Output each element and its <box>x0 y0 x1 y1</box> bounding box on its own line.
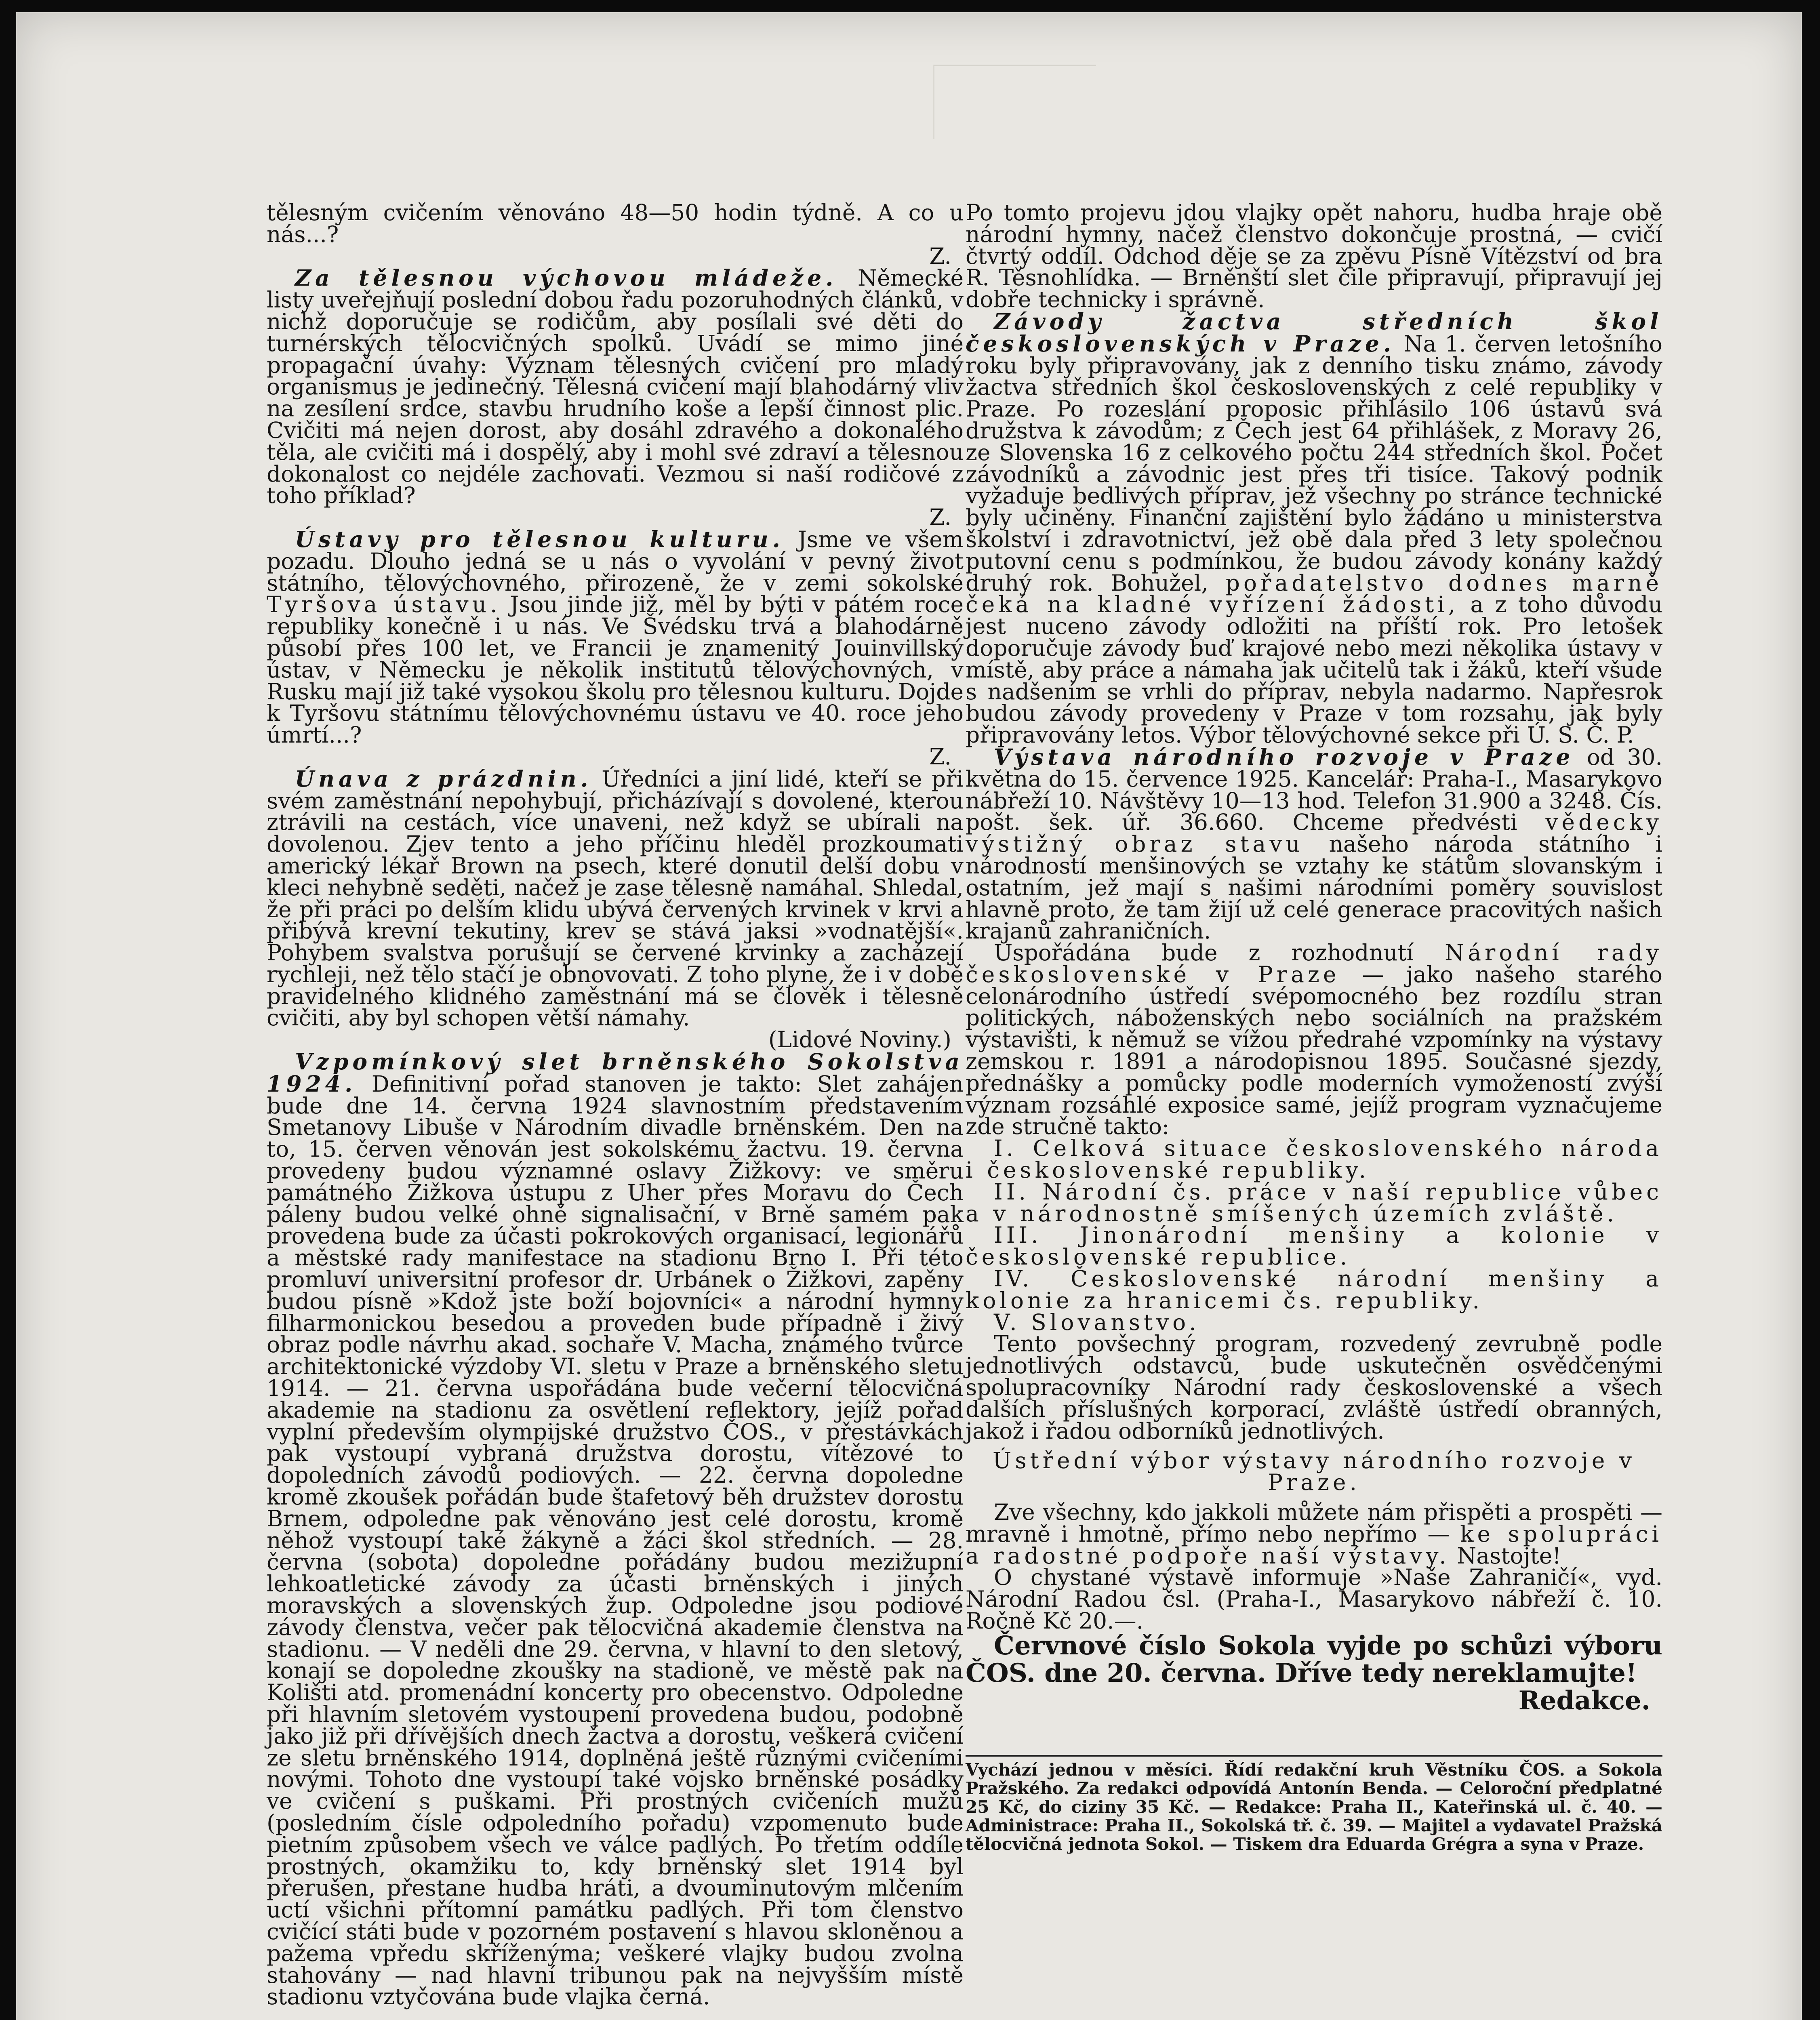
newspaper-page <box>16 12 1802 2020</box>
article-exhibition-spaced: vědecky výstižný obraz stavu <box>966 809 1662 857</box>
article-student-races-title: Závody žactva středních škol československých v Praze. <box>966 308 1662 357</box>
appeal-text-b: Nastojte! <box>1457 1542 1561 1569</box>
organizer-spaced: Národní rady československé v Praze <box>966 940 1662 987</box>
article-brno-rally-continued-text: Po tomto projevu jdou vlajky opět nahoru, hudba hraje obě národní hymny, načež členstvo dokončuje prostná, — cvičí čtvrtý oddíl. Odchod děje se za zpěvu Písně Vítězství od bra R. Těsnohlídka. — Brněnští slet čile připravují, připravují jej dobře technicky i správně. <box>966 200 1662 313</box>
article-holiday-fatigue-source: (Lidové Noviny.) <box>768 1027 951 1053</box>
notice-signature: Redakce. <box>1518 1685 1650 1716</box>
article-student-races-text-a: Na 1. červen letošního roku byly připravovány, jak z denního tisku známo, závody žactva středních škol československých z celé republiky v Praze. Po rozeslání proposic přihlásilo 106 ústavů svá družstva k závodům; z Čech jest 64 přihlášek, z Moravy 26, ze Slovenska 16 z celkového počtu 244 středních škol. Počet závodníků a závodnic jest přes tři tisíce. Takový podnik vyžaduje bedlivých příprav, jež všechny po stránce technické byly učiněny. Finanční zajištění bylo žádáno u ministerstva školství i zdravotnictví, jež obě dala před 3 lety společnou putovní cenu s podmínkou, že budou závody konány každý druhý rok. Bohužel, <box>966 330 1662 596</box>
right-column <box>966 202 1662 1854</box>
committee-line: Ústřední výbor výstavy národního rozvoje v Praze. <box>993 1448 1635 1496</box>
colophon-divider <box>966 1755 1662 1757</box>
article-youth-pe-title: Za tělesnou výchovou mládeže. <box>295 265 837 291</box>
article-institutes-text-b: Jsou jinde již, měl by býti v pátém roce republiky konečně i u nás. Ve Švédsku trvá a blahodárně působí přes 100 let, ve Francii je znamenitý Jouinvillský ústav, v Německu je několik institutů tělovýchovných, v Rusku mají již také vysokou školu pro tělesnou kulturu. Dojde k Tyršovu státnímu tělovýchovnému ústavu ve 40. roce jeho úmrtí...? <box>267 591 964 748</box>
program-item-2: II. Národní čs. práce v naší republice vůbec a v národnostně smíšených územích zvláště. <box>966 1178 1662 1227</box>
notice-text: Červnové číslo Sokola vyjde po schůzi výboru ČOS. dne 20. června. Dříve tedy nereklamujte! <box>966 1630 1662 1688</box>
appeal-text-a: Zve všechny, kdo jakkoli můžete nám přispěti a prospěti — mravně i hmotně, přímo nebo nepřímo — <box>966 1499 1662 1547</box>
article-institutes-spaced: Tyršova ústavu. <box>267 591 501 618</box>
article-brno-rally-continued <box>966 202 1662 311</box>
article-institutes-text-a: Jsme ve všem pozadu. Dlouho jedná se u nás o vyvolání v pevný život státního, tělovýchovného, přirozeně, že v zemi sokolské <box>267 526 964 596</box>
article-institutes <box>267 528 964 768</box>
exhibition-info: O chystané výstavě informuje »Naše Zahraničí«, vyd. Národní Radou čsl. (Praha-I., Masarykovo nábřeží č. 10. Ročně Kč 20.—. <box>966 1564 1662 1634</box>
program-description: Tento povšechný program, rozvedený zevrubně podle jednotlivých odstavců, bude uskutečněn osvědčenými spolupracovníky Národní rady československé a všech dalších příslušných korporací, zvláště ústředí obranných, jakož i řadou odborníků jednotlivých. <box>966 1331 1662 1444</box>
article-youth-pe-text: Německé listy uveřejňují poslední dobou řadu pozoruhodných článků, v nichž doporučuje se rodičům, aby posílali své děti do turnérských tělocvičných spolků. Uvádí se mimo jiné propagační úvahy: Význam tělesných cvičení pro mladý organismus je jedinečný. Tělesná cvičení mají blahodárný vliv na zesílení srdce, stavbu hrudního koše a lepší činnost plic. Cvičiti má nejen dorost, aby dosáhl zdravého a dokonalého těla, ale cvičiti má i dospělý, aby i mohl své zdraví a tělesnou dokonalost co nejdéle zachovati. Vezmou si naší rodičové z toho příklad? <box>267 265 964 509</box>
article-exhibition-text-b: našeho národa státního i národností menšinových se vztahy ke státům slovanským i ostatním, jež mají s našimi národními poměry souvislost hlavně proto, že tam žijí už celé generace pracovitých našich krajanů zahraničních. <box>966 831 1662 944</box>
article-exhibition-title: Výstava národního rozvoje v Praze <box>994 743 1574 770</box>
article-brno-rally <box>267 1048 964 2010</box>
intro-signature: Z. <box>929 243 951 269</box>
article-institutes-signature: Z. <box>929 743 951 770</box>
article-student-races-spaced: pořadatelstvo dodnes marně čeká na kladné vyřízení žádosti, <box>966 570 1662 618</box>
article-holiday-fatigue-text: Úředníci a jiní lidé, kteří se při svém zaměstnání nepohybují, přicházívají s dovolené, kterou ztrávili na cestách, více unaveni, než když se ubírali na dovolenou. Zjev tento a jeho příčinu hleděl prozkoumati americký lékař Brown na psech, které donutil delší dobu v kleci nehybně seděti, načež je zase tělesně namáhal. Shledal, že při práci po delším klidu ubývá červených krvinek v krvi a přibývá krevní tekutiny, krev se stává jaksi »vodnatější«. Pohybem svalstva porušují se červené krvinky a zacházejí rychleji, než tělo stačí je obnovovati. Z toho plyne, že i v době pravidelného klidného zaměstnání má se člověk i tělesně cvičiti, aby byl schopen větší námahy. <box>267 766 964 1031</box>
left-column <box>267 202 964 2008</box>
organizer-text-a: Uspořádána bude z rozhodnutí <box>994 940 1414 966</box>
colophon: Vychází jednou v měsíci. Řídí redakční kruh Věstníku ČOS. a Sokola Pražského. Za redakci odpovídá Antonín Benda. — Celoroční předplatné 25 Kč, do ciziny 35 Kč. — Redakce: Praha II., Kateřinská ul. č. 40. — Administrace: Praha II., Sokolská tř. č. 39. — Majitel a vydavatel Pražská tělocvičná jednota Sokol. — Tiskem dra Eduarda Grégra a syna v Praze. <box>966 1759 1662 1854</box>
program-item-1: I. Celková situace československého národa i československé republiky. <box>966 1135 1662 1183</box>
scan-artifact <box>933 65 1096 139</box>
article-exhibition-text-a: od 30. května do 15. července 1925. Kancelář: Praha-I., Masarykovo nábřeží 10. Návštěvy 10—13 hod. Telefon 31.900 a 3248. Čís. pošt. šek. úř. 36.660. Chceme předvésti <box>966 744 1662 835</box>
appeal-paragraph <box>966 1499 1663 1569</box>
intro-paragraph <box>267 202 964 267</box>
program-item-5: V. Slovanstvo. <box>994 1309 1200 1335</box>
exhibition-organizer-paragraph <box>966 942 1662 1138</box>
appeal-spaced: ke spolupráci a radostné podpoře naší výstavy. <box>966 1521 1663 1569</box>
article-brno-rally-title: Vzpomínkový slet brněnského Sokolstva 1924. <box>267 1048 964 1097</box>
article-exhibition <box>966 743 1662 944</box>
article-holiday-fatigue-title: Únava z prázdnin. <box>295 765 592 792</box>
article-brno-rally-text: Definitivní pořad stanoven je takto: Slet zahájen bude dne 14. června 1924 slavnostním představením Smetanovy Libuše v Národním divadle brněnském. Den na to, 15. červen věnován jest sokolskému žactvu. 19. června provedeny budou významné oslavy Žižkovy: ve směru památného Žižkova ústupu z Uher přes Moravu do Čech páleny budou velké ohně signalisační, v Brně samém pak provedena bude za účasti pokrokových organisací, legionářů a městské rady manifestace na stadionu Brno I. Při této promluví universitní profesor dr. Urbánek o Žižkovi, zapěny budou písně »Kdož jste boží bojovníci« a národní hymny filharmonickou besedou a proveden bude případně i živý obraz podle návrhu akad. sochaře V. Macha, známého tvůrce architektonické výzdoby VI. sletu v Praze a brněnského sletu 1914. — 21. června uspořádána bude večerní tělocvičná akademie na stadionu za osvětlení reflektory, jejíž pořad vyplní především olympijské družstvo ČOS., v přestávkách pak vystoupí vybraná družstva dorostu, vítězové to dopoledních závodů podiových. — 22. června dopoledne kromě zkoušek pořádán bude štafetový běh družstev dorostu Brnem, odpoledne pak věnováno jest celé dorostu, kromě něhož vystoupí také žákyně a žáci škol středních. — 28. června (sobota) dopoledne pořádány budou mezižupní lehkoatletické závody za účasti brněnských i jiných moravských a slovenských žup. Odpoledne jsou podiové závody členstva, večer pak tělocvičná akademie členstva na stadionu. — V neděli dne 29. června, v hlavní to den sletový, konají se dopoledne zkoušky na stadioně, ve městě pak na Kolišti atd. promenádní koncerty pro obecenstvo. Odpoledne při hlavním sletovém vystoupení provedena budou, podobně jako již při dřívějších dnech žactva a dorostu, veškerá cvičení ze sletu brněnského 1914, doplněná ještě různými cvičeními novými. Tohoto dne vystoupí také vojsko brněnské posádky ve cvičení s puškami. Při prostných cvičeních mužů (posledním čísle odpoledního pořadu) vzpomenuto bude pietním způsobem všech ve válce padlých. Po třetím oddíle prostných, okamžiku to, kdy brněnský slet 1914 byl přerušen, přestane hudba hráti, a dvouminutovým mlčením uctí všichni přítomní památku padlých. Při tom členstvo cvičící státi bude v pozorném postavení s hlavou skloněnou a pažema vpředu skříženýma; veškeré vlajky budou zvolna stahovány — nad hlavní tribunou pak na nejvyšším místě stadionu vztyčována bude vlajka černá. <box>267 1071 964 2010</box>
article-student-races <box>966 308 1663 748</box>
article-holiday-fatigue <box>267 765 964 1053</box>
program-item-3: III. Jinonárodní menšiny a kolonie v československé republice. <box>966 1222 1662 1270</box>
article-youth-pe <box>267 267 964 528</box>
article-institutes-title: Ústavy pro tělesnou kulturu. <box>295 526 784 552</box>
program-item-4: IV. Československé národní menšiny a kolonie za hranicemi čs. republiky. <box>966 1266 1662 1313</box>
notice-paragraph <box>966 1632 1662 1715</box>
organizer-text-b: — jako našeho starého celonárodního ústředí svépomocného bez rozdílu stran politických, náboženských nebo sociálních na pražském výstavišti, k němuž se vížou předrahé vzpomínky na výstavy zemskou r. 1891 a národopisnou 1895. Současné sjezdy, přednášky a pomůcky podle moderních vymožeností zvýší význam rozsáhlé exposice samé, jejíž program vyznačujeme zde stručně takto: <box>966 961 1663 1140</box>
article-youth-pe-signature: Z. <box>929 504 951 530</box>
article-student-races-text-b: a z toho důvodu jest nuceno závody odložiti na příští rok. Pro letošek doporučuje závody buď krajové nebo mezi několika ústavy v místě, aby práce a námaha jak učitelů tak i žáků, kteří všude s nadšením se vrhli do příprav, nebyla nadarmo. Napřesrok budou závody provedeny v Praze v tom rozsahu, jak byly připravovány letos. Výbor tělovýchovné sekce při Ú. S. Č. P. <box>966 591 1663 748</box>
intro-text: tělesným cvičením věnováno 48—50 hodin týdně. A co u nás...? <box>267 200 964 247</box>
